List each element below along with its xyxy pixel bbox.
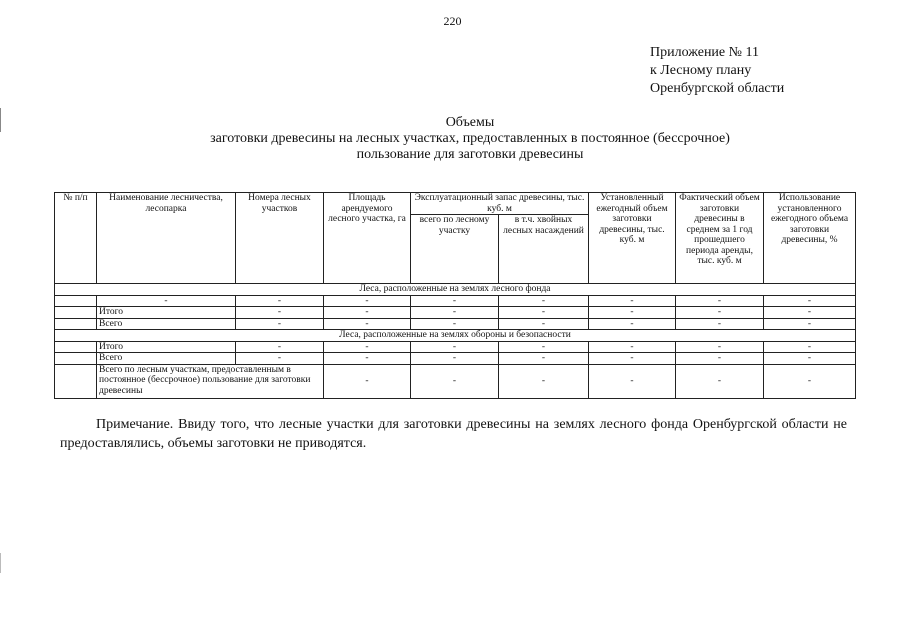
cell: - bbox=[236, 341, 324, 353]
cell: - bbox=[411, 341, 499, 353]
cell: - bbox=[324, 364, 411, 398]
cell: - bbox=[236, 295, 324, 307]
page-number: 220 bbox=[443, 14, 462, 28]
header-actual: Фактический объем заготовки древесины в среднем за 1 год прошедшего периода аренды, тыс. куб. м bbox=[676, 193, 764, 284]
cell: - bbox=[499, 364, 589, 398]
cell: - bbox=[499, 341, 589, 353]
cell: - bbox=[499, 318, 589, 330]
cell: - bbox=[676, 295, 764, 307]
cell bbox=[55, 318, 97, 330]
cell: - bbox=[324, 341, 411, 353]
cell bbox=[55, 341, 97, 353]
header-stock-total: всего по лесному участку bbox=[411, 215, 499, 284]
header-area: Площадь арендуемого лесного участка, га bbox=[324, 193, 411, 284]
header-name: Наименование лесничества, лесопарка bbox=[97, 193, 236, 284]
appendix-line: к Лесному плану bbox=[650, 63, 752, 78]
cell: - bbox=[589, 318, 676, 330]
appendix-line: Приложение № 11 bbox=[650, 45, 759, 60]
left-margin-mark bbox=[0, 108, 1, 132]
cell: - bbox=[589, 341, 676, 353]
cell: - bbox=[236, 318, 324, 330]
cell: - bbox=[676, 307, 764, 319]
title-line: Объемы bbox=[445, 115, 495, 130]
cell: - bbox=[676, 341, 764, 353]
cell: - bbox=[499, 295, 589, 307]
cell bbox=[55, 307, 97, 319]
cell: - bbox=[676, 353, 764, 365]
table-row bbox=[55, 307, 856, 319]
cell: - bbox=[589, 295, 676, 307]
table-row bbox=[55, 364, 856, 398]
cell bbox=[55, 295, 97, 307]
appendix-reference bbox=[650, 44, 784, 98]
table-row bbox=[55, 353, 856, 365]
cell: - bbox=[97, 295, 236, 307]
cell bbox=[55, 353, 97, 365]
table-row bbox=[55, 295, 856, 307]
table-row bbox=[55, 341, 856, 353]
cell: - bbox=[324, 353, 411, 365]
cell: - bbox=[676, 364, 764, 398]
cell: - bbox=[764, 364, 856, 398]
header-usage: Использование установленного ежегодного объема заготовки древесины, % bbox=[764, 193, 856, 284]
cell: - bbox=[764, 341, 856, 353]
row-label: Всего bbox=[97, 353, 236, 365]
title-line: заготовки древесины на лесных участках, предоставленных в постоянное (бессрочное) bbox=[210, 131, 730, 146]
cell: - bbox=[764, 318, 856, 330]
cell: - bbox=[764, 295, 856, 307]
document-title bbox=[120, 115, 820, 163]
cell: - bbox=[236, 353, 324, 365]
section-title: Леса, расположенные на землях лесного фонда bbox=[55, 284, 856, 296]
footnote: Примечание. Ввиду того, что лесные участки для заготовки древесины на землях лесного фонда Оренбургской области не предоставлялись, объемы заготовки не приводятся. bbox=[60, 417, 847, 451]
cell: - bbox=[411, 307, 499, 319]
title-line: пользование для заготовки древесины bbox=[356, 147, 584, 162]
row-label: Всего по лесным участкам, предоставленным в постоянное (бессрочное) пользование для заготовки древесины bbox=[97, 364, 324, 398]
cell: - bbox=[499, 307, 589, 319]
cell: - bbox=[236, 307, 324, 319]
cell: - bbox=[324, 295, 411, 307]
cell: - bbox=[411, 353, 499, 365]
header-annual: Установленный ежегодный объем заготовки древесины, тыс. куб. м bbox=[589, 193, 676, 284]
cell: - bbox=[411, 318, 499, 330]
appendix-line: Оренбургской области bbox=[650, 81, 785, 96]
cell: - bbox=[589, 353, 676, 365]
header-num: № п/п bbox=[55, 193, 97, 284]
cell: - bbox=[411, 295, 499, 307]
row-label: Итого bbox=[97, 307, 236, 319]
cell: - bbox=[324, 318, 411, 330]
cell: - bbox=[411, 364, 499, 398]
header-stock-conifer: в т.ч. хвойных лесных насаждений bbox=[499, 215, 589, 284]
table-row bbox=[55, 318, 856, 330]
header-stock: Эксплуатационный запас древесины, тыс. куб. м bbox=[411, 193, 589, 215]
cell: - bbox=[499, 353, 589, 365]
section-title: Леса, расположенные на землях обороны и безопасности bbox=[55, 330, 856, 342]
cell: - bbox=[589, 307, 676, 319]
header-plots: Номера лесных участков bbox=[236, 193, 324, 284]
cell: - bbox=[589, 364, 676, 398]
row-label: Всего bbox=[97, 318, 236, 330]
left-margin-mark bbox=[0, 553, 1, 573]
cell: - bbox=[764, 353, 856, 365]
cell bbox=[55, 364, 97, 398]
cell: - bbox=[764, 307, 856, 319]
harvest-volume-table bbox=[54, 192, 856, 399]
cell: - bbox=[676, 318, 764, 330]
cell: - bbox=[324, 307, 411, 319]
row-label: Итого bbox=[97, 341, 236, 353]
